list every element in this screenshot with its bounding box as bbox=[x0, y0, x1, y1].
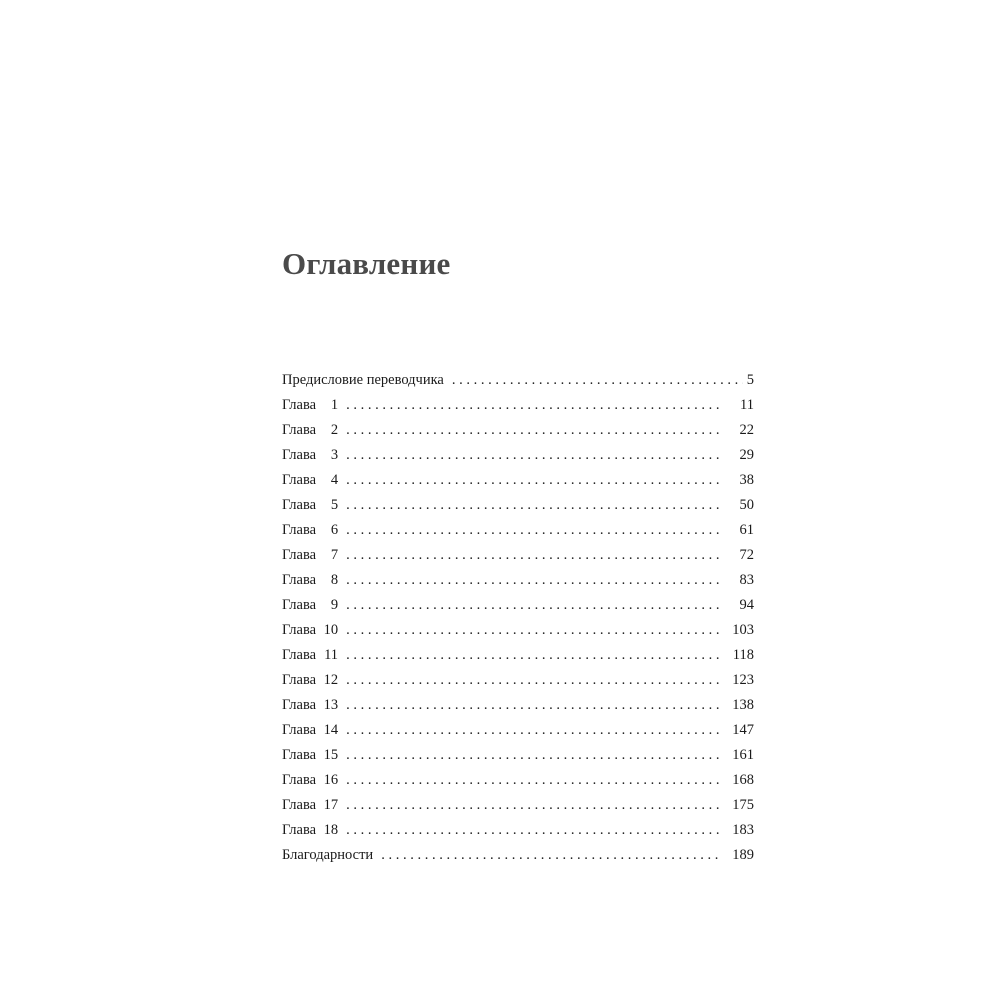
toc-entry-chapter[interactable] bbox=[282, 793, 754, 818]
toc-entry-label bbox=[282, 793, 338, 818]
toc-entry-chapter[interactable] bbox=[282, 443, 754, 468]
leader-dots bbox=[346, 668, 720, 693]
toc-page-number: 29 bbox=[739, 447, 754, 463]
toc-entry-label bbox=[282, 743, 338, 768]
toc-page-number: 189 bbox=[732, 847, 754, 863]
toc-entry-preface[interactable] bbox=[282, 368, 754, 393]
leader-dots bbox=[381, 843, 720, 868]
chapter-word: Глава bbox=[282, 447, 317, 463]
chapter-number: 10 bbox=[323, 622, 339, 638]
chapter-word: Глава bbox=[282, 397, 317, 413]
leader-dots bbox=[346, 493, 720, 518]
toc-entry-chapter[interactable] bbox=[282, 818, 754, 843]
leader-dots bbox=[346, 518, 720, 543]
toc-entry-label: Благодарности bbox=[282, 847, 374, 863]
leader-dots bbox=[346, 468, 720, 493]
chapter-word: Глава bbox=[282, 522, 317, 538]
leader-dots bbox=[346, 818, 720, 843]
toc-entry-label bbox=[282, 718, 338, 743]
leader-dots bbox=[346, 793, 720, 818]
toc-page-number: 94 bbox=[739, 597, 754, 613]
leader-dots bbox=[346, 743, 720, 768]
chapter-number: 17 bbox=[323, 797, 339, 813]
toc-entry-chapter[interactable] bbox=[282, 493, 754, 518]
chapter-word: Глава bbox=[282, 722, 317, 738]
chapter-number: 18 bbox=[323, 822, 339, 838]
toc-page-number: 161 bbox=[732, 747, 754, 763]
toc-page-number: 72 bbox=[739, 547, 754, 563]
leader-dots bbox=[346, 718, 720, 743]
toc-entry-chapter[interactable] bbox=[282, 593, 754, 618]
chapter-word: Глава bbox=[282, 422, 317, 438]
leader-dots bbox=[346, 393, 720, 418]
toc-entry-chapter[interactable] bbox=[282, 743, 754, 768]
toc-entry-chapter[interactable] bbox=[282, 518, 754, 543]
chapter-word: Глава bbox=[282, 597, 317, 613]
toc-page-number: 50 bbox=[739, 497, 754, 513]
chapter-word: Глава bbox=[282, 572, 317, 588]
toc-entry-label bbox=[282, 818, 338, 843]
toc-entry-chapter[interactable] bbox=[282, 693, 754, 718]
toc-entry-acknowledgements[interactable] bbox=[282, 843, 754, 868]
toc-entry-chapter[interactable] bbox=[282, 468, 754, 493]
toc-page-number: 147 bbox=[732, 722, 754, 738]
chapter-number: 3 bbox=[330, 447, 339, 463]
toc-page-number: 22 bbox=[739, 422, 754, 438]
toc-entry-chapter[interactable] bbox=[282, 668, 754, 693]
chapter-number: 7 bbox=[330, 547, 339, 563]
chapter-word: Глава bbox=[282, 772, 317, 788]
toc-page-number: 168 bbox=[732, 772, 754, 788]
toc-entry-label: Предисловие переводчика bbox=[282, 372, 444, 388]
chapter-number: 13 bbox=[323, 697, 339, 713]
table-of-contents bbox=[282, 368, 754, 868]
toc-entry-label bbox=[282, 643, 338, 668]
toc-entry-chapter[interactable] bbox=[282, 618, 754, 643]
chapter-number: 1 bbox=[330, 397, 339, 413]
toc-entry-chapter[interactable] bbox=[282, 568, 754, 593]
chapter-word: Глава bbox=[282, 622, 317, 638]
toc-page-number: 11 bbox=[740, 397, 754, 413]
chapter-number: 8 bbox=[330, 572, 339, 588]
toc-entry-chapter[interactable] bbox=[282, 768, 754, 793]
chapter-number: 6 bbox=[330, 522, 339, 538]
leader-dots bbox=[346, 418, 720, 443]
chapter-number: 5 bbox=[330, 497, 339, 513]
toc-entry-label bbox=[282, 593, 338, 618]
leader-dots bbox=[346, 543, 720, 568]
leader-dots bbox=[346, 618, 720, 643]
chapter-word: Глава bbox=[282, 547, 317, 563]
toc-entry-label bbox=[282, 468, 338, 493]
chapter-number: 15 bbox=[323, 747, 339, 763]
toc-page-number: 183 bbox=[732, 822, 754, 838]
chapter-number: 11 bbox=[324, 647, 339, 663]
toc-entry-label bbox=[282, 493, 338, 518]
toc-page-number: 175 bbox=[732, 797, 754, 813]
leader-dots bbox=[346, 568, 720, 593]
toc-page-number: 123 bbox=[732, 672, 754, 688]
chapter-number: 16 bbox=[323, 772, 339, 788]
toc-page-number: 138 bbox=[732, 697, 754, 713]
chapter-number: 2 bbox=[330, 422, 339, 438]
chapter-word: Глава bbox=[282, 822, 317, 838]
toc-entry-chapter[interactable] bbox=[282, 643, 754, 668]
toc-page-number: 5 bbox=[746, 372, 754, 388]
toc-entry-chapter[interactable] bbox=[282, 543, 754, 568]
toc-page-number: 61 bbox=[739, 522, 754, 538]
toc-entry-label bbox=[282, 518, 338, 543]
toc-entry-label bbox=[282, 668, 338, 693]
chapter-word: Глава bbox=[282, 672, 317, 688]
toc-page-number: 118 bbox=[732, 647, 754, 663]
chapter-word: Глава bbox=[282, 472, 317, 488]
toc-entry-label bbox=[282, 393, 338, 418]
chapter-word: Глава bbox=[282, 747, 317, 763]
toc-page-number: 38 bbox=[739, 472, 754, 488]
toc-entry-chapter[interactable] bbox=[282, 418, 754, 443]
toc-entry-label bbox=[282, 693, 338, 718]
chapter-word: Глава bbox=[282, 697, 317, 713]
toc-entry-label bbox=[282, 443, 338, 468]
chapter-word: Глава bbox=[282, 797, 317, 813]
leader-dots bbox=[346, 643, 720, 668]
page-title: Оглавление bbox=[282, 246, 451, 281]
chapter-number: 9 bbox=[330, 597, 339, 613]
toc-entry-chapter[interactable] bbox=[282, 393, 754, 418]
leader-dots bbox=[346, 443, 720, 468]
leader-dots bbox=[346, 593, 720, 618]
toc-entry-label bbox=[282, 418, 338, 443]
toc-page-number: 83 bbox=[739, 572, 754, 588]
toc-entry-label bbox=[282, 768, 338, 793]
toc-entry-label bbox=[282, 543, 338, 568]
toc-entry-chapter[interactable] bbox=[282, 718, 754, 743]
chapter-number: 12 bbox=[323, 672, 339, 688]
leader-dots bbox=[346, 768, 720, 793]
leader-dots bbox=[346, 693, 720, 718]
leader-dots bbox=[452, 368, 743, 393]
chapter-number: 14 bbox=[323, 722, 339, 738]
toc-page-number: 103 bbox=[732, 622, 754, 638]
toc-entry-label bbox=[282, 568, 338, 593]
toc-entry-label bbox=[282, 618, 338, 643]
chapter-number: 4 bbox=[330, 472, 339, 488]
chapter-word: Глава bbox=[282, 497, 317, 513]
chapter-word: Глава bbox=[282, 647, 317, 663]
